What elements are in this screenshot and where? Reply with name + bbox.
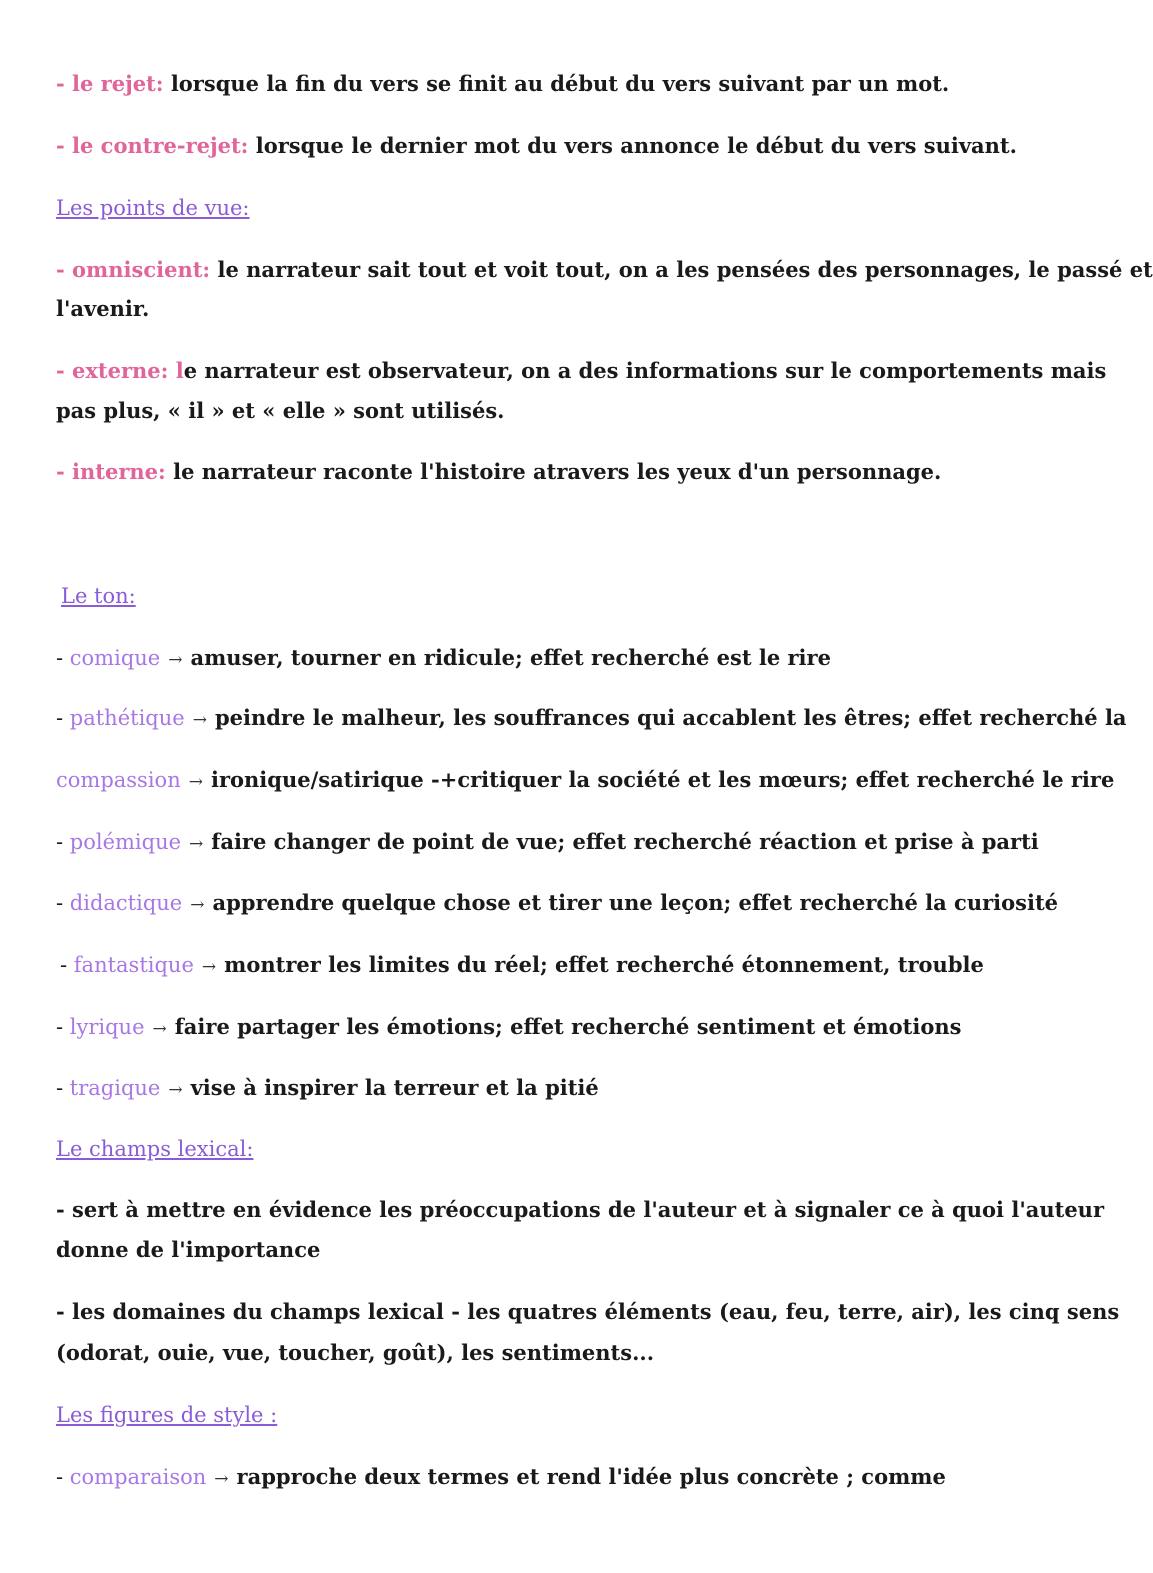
champs-text: - sert à mettre en évidence les — [56, 1197, 420, 1222]
ton-def-pathetique: peindre le malheur, les souffrances qui accablent les êtres; effet recherché la — [214, 705, 1127, 730]
omniscient-line — [56, 250, 1153, 290]
ton-def-comique: amuser, tourner en ridicule; effet recherché est le rire — [190, 645, 831, 670]
ton-comique — [56, 638, 1024, 680]
champs-text: (eau, feu, terre, air), les cinq — [711, 1299, 1067, 1324]
externe-term: - externe: l — [56, 358, 184, 383]
arrow-icon: → — [152, 1019, 167, 1039]
rejet-line — [56, 64, 1024, 104]
ton-didactique — [56, 883, 1059, 925]
champs-strong: l'importance — [171, 1237, 321, 1262]
ton-dash: - — [56, 1015, 70, 1039]
ton-term-didactique: didactique — [69, 891, 183, 915]
champs-text: ce à quoi l'auteur — [890, 1197, 1105, 1222]
rejet-def: lorsque la fin du vers se finit au début du vers suivant par un mot. — [163, 71, 950, 96]
ton-term-tragique: tragique — [69, 1076, 161, 1100]
omniscient-def: le narrateur sait tout et voit tout, on a les pensées des personnages, le passé et — [210, 257, 1153, 282]
ton-term-polemique: polémique — [69, 830, 182, 854]
ton-term-comique: comique — [69, 646, 161, 670]
arrow-icon: → — [189, 834, 204, 854]
contre-rejet-line — [56, 126, 1024, 166]
ton-term-compassion: compassion — [56, 768, 181, 792]
omniscient-def-cont: l'avenir. — [56, 296, 150, 321]
figure-dash: - — [56, 1465, 70, 1489]
figure-term-comparaison: comparaison — [69, 1465, 207, 1489]
champs-lexical-p1-line1 — [56, 1190, 1105, 1230]
champs-lexical-heading-line — [56, 1129, 1024, 1169]
champs-lexical-p1-line2 — [56, 1230, 1024, 1270]
interne-term: - interne: — [56, 459, 166, 484]
contre-rejet-term: - le contre-rejet: — [56, 133, 249, 158]
externe-def: e narrateur est observateur, on a des informations sur le comportements mais — [183, 358, 1107, 383]
champs-lexical-p2-line2 — [56, 1333, 1024, 1373]
ton-dash: - — [56, 1076, 70, 1100]
arrow-icon: → — [190, 895, 205, 915]
ton-def-fantastique: montrer les limites du réel; effet recherché étonnement, trouble — [224, 952, 984, 977]
champs-text: donne de — [56, 1237, 172, 1262]
ton-term-fantastique: fantastique — [73, 953, 194, 977]
champs-lexical-p2-line1 — [56, 1292, 1120, 1332]
arrow-icon: → — [214, 1469, 229, 1489]
champs-text: (odorat, ouie, vue, toucher, goût), — [56, 1340, 462, 1365]
rejet-term: - le rejet: — [56, 71, 164, 96]
omniscient-line-2 — [56, 289, 1024, 329]
ton-dash: - — [56, 891, 70, 915]
figure-comparaison — [56, 1457, 1024, 1499]
champs-text: ... — [632, 1340, 655, 1365]
champs-text: - les domaines du champs lexical - les quatres — [56, 1299, 605, 1324]
ton-compassion — [56, 760, 1115, 802]
externe-def-cont: pas plus, « il » et « elle » sont utilisés. — [56, 398, 505, 423]
figure-def-comparaison: rapproche deux termes et rend l'idée plus concrète ; comme — [236, 1464, 946, 1489]
champs-strong: éléments — [604, 1299, 712, 1324]
figures-heading-line — [56, 1395, 1024, 1435]
arrow-icon: → — [168, 650, 183, 670]
interne-line — [56, 452, 1024, 492]
omniscient-term: - omniscient: — [56, 257, 211, 282]
interne-def: le narrateur raconte l'histoire atravers les yeux d'un personnage. — [165, 459, 942, 484]
ton-term-pathetique: pathétique — [69, 706, 185, 730]
ton-def-didactique: apprendre quelque chose et tirer une leçon; effet recherché la curiosité — [212, 890, 1059, 915]
figures-heading: Les figures de style : — [56, 1403, 278, 1427]
ton-dash: - — [56, 706, 70, 730]
ton-pathetique — [56, 698, 1127, 740]
contre-rejet-def: lorsque le dernier mot du vers annonce le début du vers suivant. — [248, 133, 1017, 158]
ton-def-tragique: vise à inspirer la terreur et la pitié — [190, 1075, 599, 1100]
champs-strong: les sentiments — [461, 1340, 633, 1365]
ton-polemique — [56, 822, 1039, 864]
ton-heading-line — [61, 576, 1024, 616]
champs-text: de l'auteur et à — [600, 1197, 795, 1222]
arrow-icon: → — [192, 710, 207, 730]
ton-dash: - — [56, 830, 70, 854]
ton-def-compassion: ironique/satirique -+critiquer la société et les mœurs; effet recherché le rire — [210, 767, 1115, 792]
ton-term-lyrique: lyrique — [69, 1015, 145, 1039]
arrow-icon: → — [168, 1080, 183, 1100]
ton-dash: - — [56, 646, 70, 670]
points-de-vue-heading: Les points de vue: — [56, 196, 250, 220]
arrow-icon: → — [201, 957, 217, 977]
ton-def-lyrique: faire partager les émotions; effet recherché sentiment et émotions — [174, 1014, 962, 1039]
ton-def-polemique: faire changer de point de vue; effet recherché réaction et prise à parti — [211, 829, 1039, 854]
ton-tragique — [56, 1068, 1024, 1110]
champs-strong: préoccupations — [419, 1197, 601, 1222]
arrow-icon: → — [188, 772, 203, 792]
champs-strong: sens — [1066, 1299, 1120, 1324]
ton-fantastique — [60, 945, 1024, 987]
externe-line — [56, 351, 1107, 391]
ton-heading: Le ton: — [61, 584, 136, 608]
externe-line-2 — [56, 391, 1024, 431]
champs-lexical-heading: Le champs lexical: — [56, 1137, 254, 1161]
champs-strong: signaler — [794, 1197, 891, 1222]
points-de-vue-heading-line — [56, 188, 1024, 228]
ton-dash: - — [60, 953, 74, 977]
ton-lyrique — [56, 1007, 1024, 1049]
